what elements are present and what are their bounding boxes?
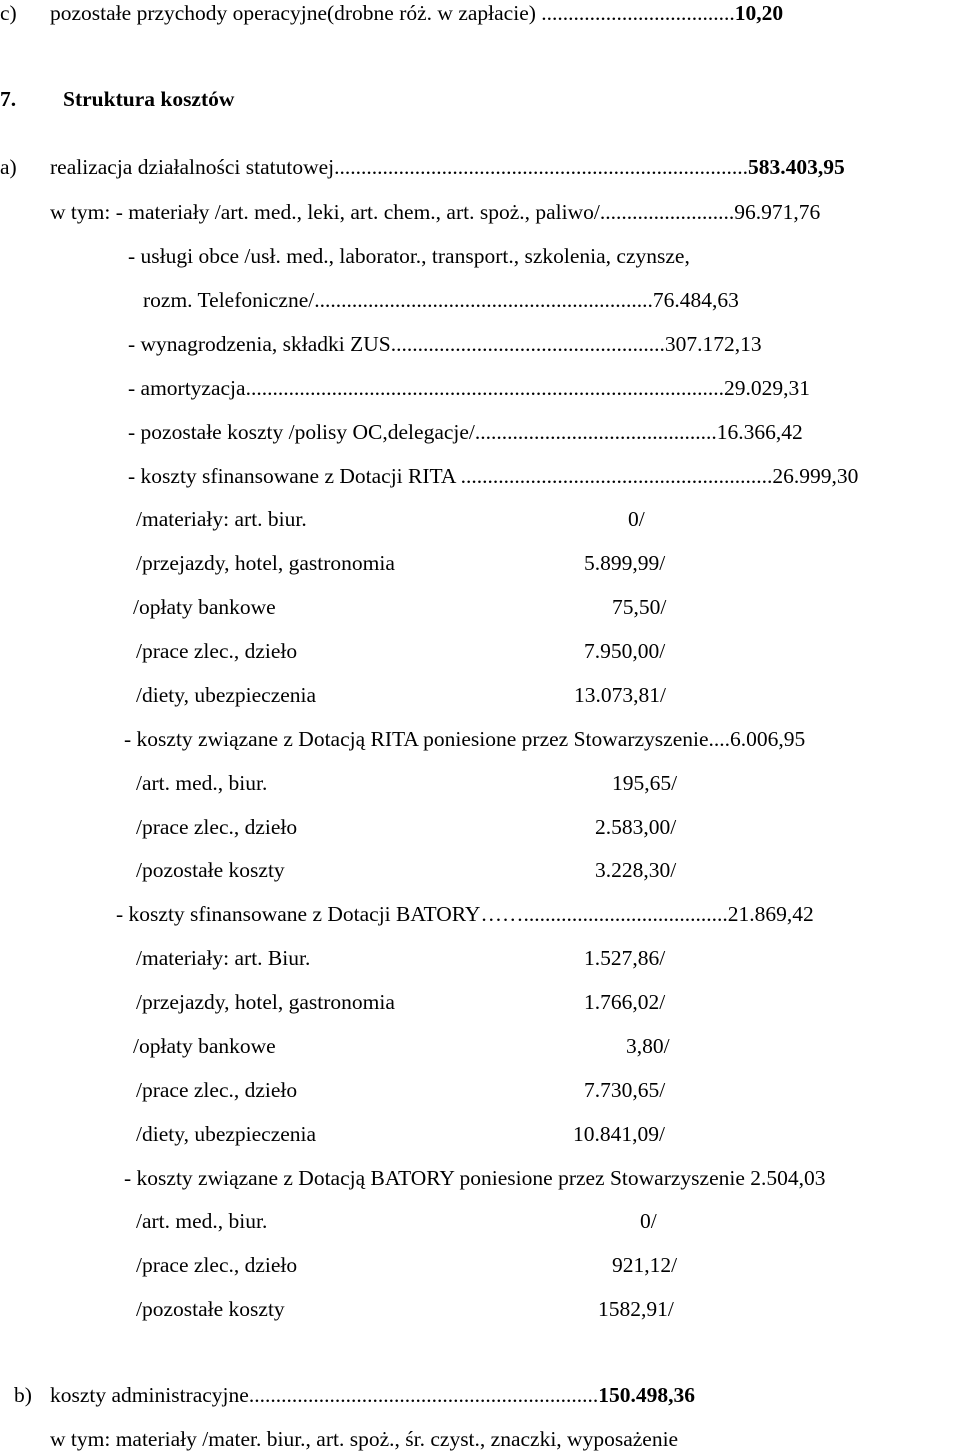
batory-item-value: 1.766,02/ (584, 990, 666, 1014)
batory-item-value: 7.730,65/ (584, 1078, 666, 1102)
item-b-dots: ................................................................. (248, 1383, 599, 1407)
rita-item-label: /materiały: art. biur. (136, 507, 307, 531)
rita-stow-item-value: 3.228,30/ (595, 858, 677, 882)
batory-item-label: /diety, ubezpieczenia (136, 1122, 317, 1146)
item-b-amount: 150.498,36 (598, 1383, 695, 1407)
rita-item-value: 5.899,99/ (584, 551, 666, 575)
line-c-dots: .................................... (541, 1, 735, 25)
item-b-line (50, 1382, 695, 1408)
section-number: 7. (0, 87, 17, 111)
item-a-label: a) (0, 155, 17, 179)
item-a-dots: ............................................................................. (334, 155, 749, 179)
rita-item-value: 7.950,00/ (584, 639, 666, 663)
rita-stow-item-value: 2.583,00/ (595, 815, 677, 839)
batory-item-value: 3,80/ (626, 1034, 670, 1058)
rita-stow-item-label: /prace zlec., dzieło (136, 815, 298, 839)
batory-item-label: /opłaty bankowe (133, 1034, 276, 1058)
item-a-line (50, 154, 845, 180)
batory-item-label: /prace zlec., dzieło (136, 1078, 298, 1102)
item-a-amount: 583.403,95 (748, 155, 845, 179)
item-b-line-1: w tym: materiały /mater. biur., art. spoż., śr. czyst., znaczki, wyposażenie (50, 1427, 679, 1451)
item-a-line-7: - koszty sfinansowane z Dotacji RITA ..........................................................26.999,30 (128, 464, 859, 488)
rita-stow-item-label: /pozostałe koszty (136, 858, 285, 882)
item-a-line-5: - amortyzacja.........................................................................................29.029,31 (128, 376, 810, 400)
rita-item-label: /diety, ubezpieczenia (136, 683, 317, 707)
rita-item-label: /przejazdy, hotel, gastronomia (136, 551, 395, 575)
batory-stow-item-value: 0/ (640, 1209, 657, 1233)
line-c-label: c) (0, 1, 17, 25)
line-c (0, 0, 17, 26)
item-b-label: b) (14, 1383, 32, 1407)
rita-item-value: 13.073,81/ (574, 683, 666, 707)
section-title: Struktura kosztów (63, 87, 235, 111)
batory-stow-item-label: /art. med., biur. (136, 1209, 268, 1233)
batory-stow-item-value: 1582,91/ (598, 1297, 674, 1321)
batory-stow-item-label: /pozostałe koszty (136, 1297, 285, 1321)
item-a-line-4: - wynagrodzenia, składki ZUS...................................................307.172,13 (128, 332, 762, 356)
item-a-line-1: w tym: - materiały /art. med., leki, art. chem., art. spoż., paliwo/.........................96.971,76 (50, 200, 821, 224)
batory-stow-item-label: /prace zlec., dzieło (136, 1253, 298, 1277)
item-a-line-6: - pozostałe koszty /polisy OC,delegacje/.............................................16.366,42 (128, 420, 803, 444)
line-c-amount: 10,20 (734, 1, 784, 25)
item-a-line-3: rozm. Telefoniczne/...............................................................76.484,63 (143, 288, 739, 312)
rita-item-value: 0/ (628, 507, 645, 531)
rita-item-value: 75,50/ (612, 595, 667, 619)
batory-item-value: 1.527,86/ (584, 946, 666, 970)
line-c-text: pozostałe przychody operacyjne(drobne róż. w zapłacie) (50, 1, 542, 25)
batory-item-value: 10.841,09/ (573, 1122, 665, 1146)
line-c-body (50, 0, 783, 26)
batory-item-label: /przejazdy, hotel, gastronomia (136, 990, 395, 1014)
rita-item-label: /prace zlec., dzieło (136, 639, 298, 663)
rita-stow-item-label: /art. med., biur. (136, 771, 268, 795)
batory-stow-item-value: 921,12/ (612, 1253, 678, 1277)
batory-item-label: /materiały: art. Biur. (136, 946, 311, 970)
batory-line: - koszty sfinansowane z Dotacji BATORY……......................................21.869,42 (116, 902, 814, 926)
batory-stow-line: - koszty związane z Dotacją BATORY poniesione przez Stowarzyszenie 2.504,03 (124, 1166, 826, 1190)
rita-item-label: /opłaty bankowe (133, 595, 276, 619)
rita-stow-item-value: 195,65/ (612, 771, 678, 795)
item-a-line-2: - usługi obce /usł. med., laborator., transport., szkolenia, czynsze, (128, 244, 690, 268)
item-b-text: koszty administracyjne (50, 1383, 249, 1407)
item-a-text: realizacja działalności statutowej (50, 155, 335, 179)
rita-stow-line: - koszty związane z Dotacją RITA poniesione przez Stowarzyszenie....6.006,95 (124, 727, 806, 751)
